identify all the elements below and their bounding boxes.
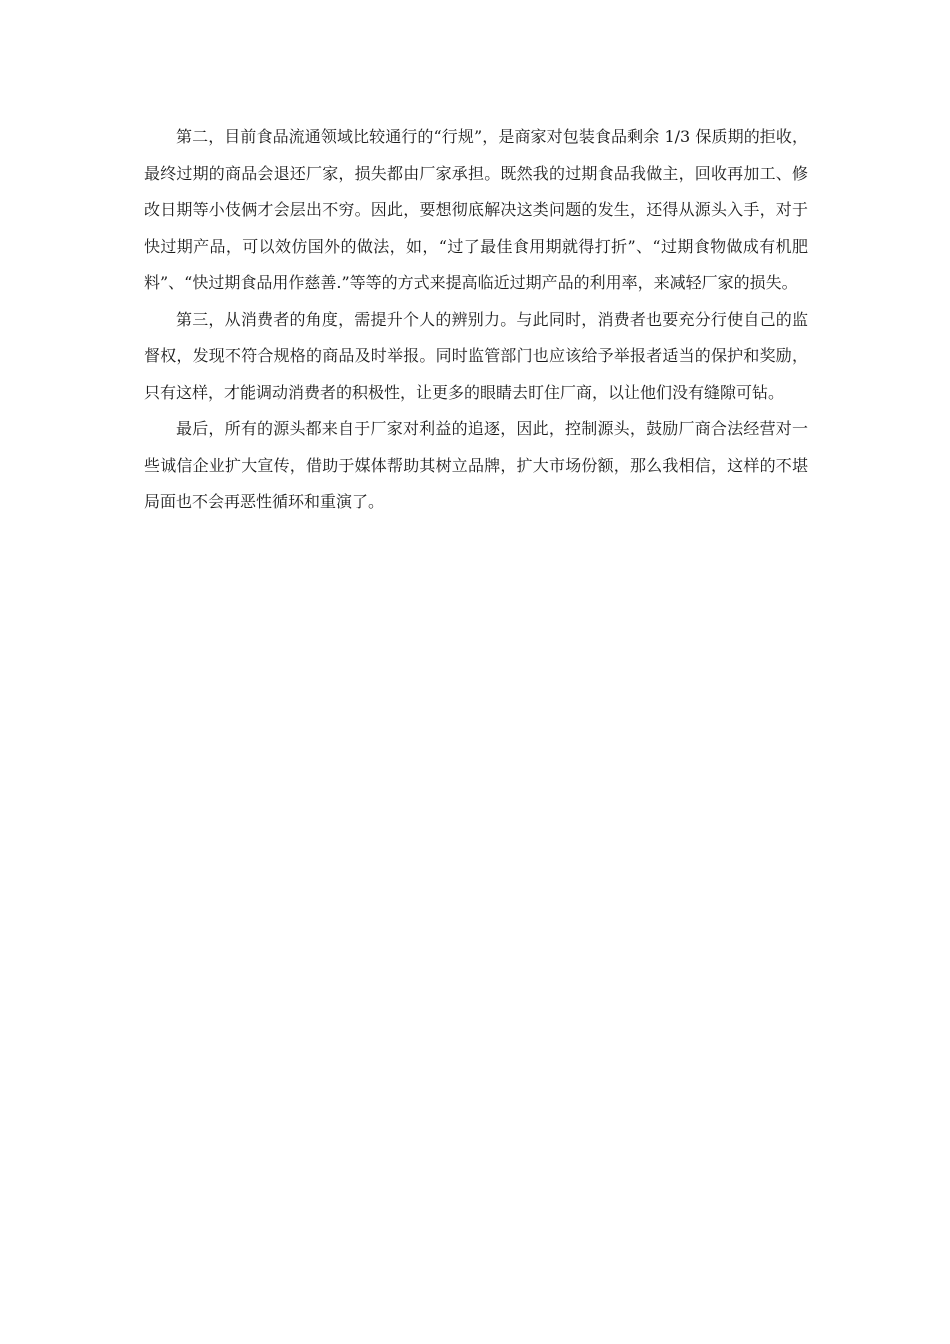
paragraph-last: 最后，所有的源头都来自于厂家对利益的追逐，因此，控制源头，鼓励厂商合法经营对一些诚信企业扩大宣传，借助于媒体帮助其树立品牌，扩大市场份额，那么我相信，这样的不堪局面也不会再恶性循环和重演了。 [144,419,808,511]
paragraph-second: 第二，目前食品流通领域比较通行的“行规”，是商家对包装食品剩余 1/3 保质期的拒收，最终过期的商品会退还厂家，损失都由厂家承担。既然我的过期食品我做主，回收再加工、修改日期等小伎俩才会层出不穷。因此，要想彻底解决这类问题的发生，还得从源头入手，对于快过期产品，可以效仿国外的做法，如，“过了最佳食用期就得打折”、“过期食物做成有机肥料”、“快过期食品用作慈善.”等等的方式来提高临近过期产品的利用率，来减轻厂家的损失。 [144,127,808,292]
document-body [144,119,808,521]
paragraph-third: 第三，从消费者的角度，需提升个人的辨别力。与此同时，消费者也要充分行使自己的监督权，发现不符合规格的商品及时举报。同时监管部门也应该给予举报者适当的保护和奖励，只有这样，才能调动消费者的积极性，让更多的眼睛去盯住厂商，以让他们没有缝隙可钻。 [144,309,808,402]
